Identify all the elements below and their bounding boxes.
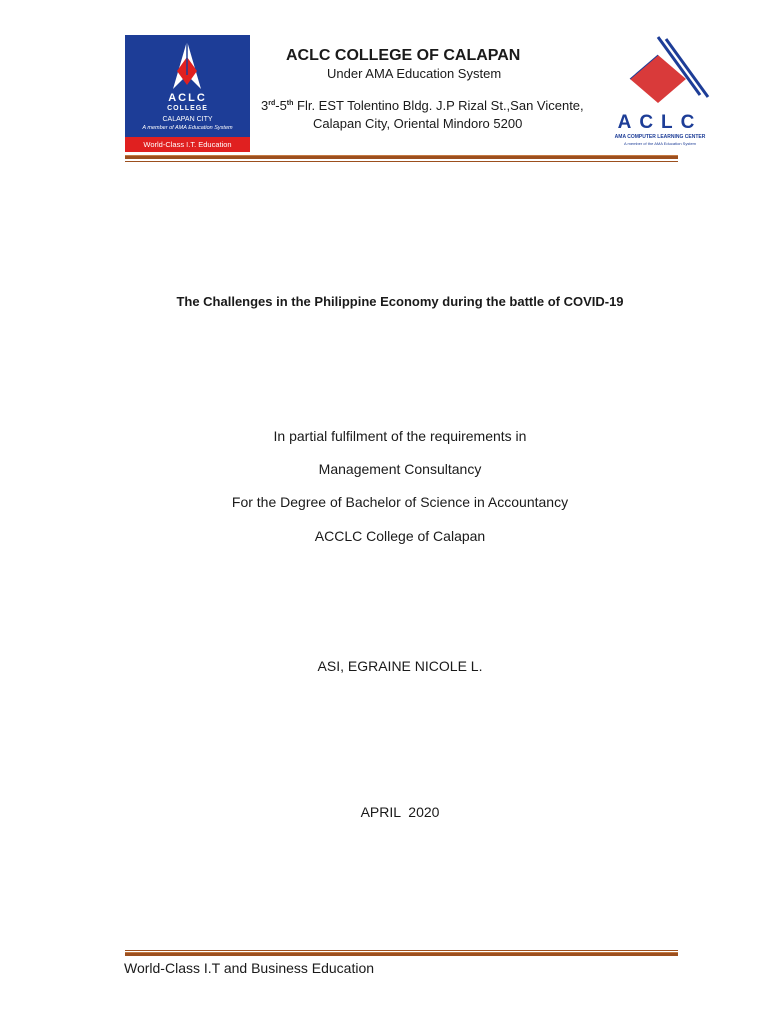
address-line-1: [261, 98, 584, 113]
address-floor-start: 3: [261, 98, 269, 113]
document-title: The Challenges in the Philippine Economy during the battle of COVID-19: [176, 294, 624, 309]
education-system-line: Under AMA Education System: [327, 66, 502, 81]
logo-tagline: World-Class I.T. Education: [125, 137, 250, 152]
logo-city: CALAPAN CITY: [162, 116, 213, 123]
ama-emblem-icon: [600, 33, 720, 113]
address-floor-end-suffix: th: [286, 100, 294, 107]
logo-right-name: ACLC: [617, 112, 703, 133]
logo-member: A member of AMA Education System: [142, 125, 233, 131]
logo-right-center: AMA COMPUTER LEARNING CENTER: [614, 134, 706, 140]
school-name: ACLC COLLEGE OF CALAPAN: [286, 47, 521, 64]
header-rule-thin: [125, 161, 678, 162]
logo-name: ACLC: [168, 92, 207, 104]
footer-rule-thin: [125, 950, 678, 951]
course-line: Management Consultancy: [318, 461, 482, 477]
institution-line: ACCLC College of Calapan: [314, 528, 486, 544]
address-line-1-rest: Flr. EST Tolentino Bldg. J.P Rizal St.,San Vicente,: [293, 98, 584, 113]
requirement-line: In partial fulfilment of the requirements in: [273, 428, 527, 444]
logo-right-member: A member of the AMA Education System: [623, 141, 697, 146]
address-floor-start-suffix: rd: [268, 100, 276, 107]
degree-line: For the Degree of Bachelor of Science in Accountancy: [231, 494, 569, 510]
address-line-2: Calapan City, Oriental Mindoro 5200: [313, 116, 523, 131]
logo-sub: COLLEGE: [167, 105, 208, 112]
header-rule: [125, 155, 678, 159]
aclc-college-logo: [125, 35, 250, 152]
ama-computer-learning-center-logo: [600, 33, 720, 151]
footer-rule: [125, 952, 678, 956]
author-name: ASI, EGRAINE NICOLE L.: [317, 658, 483, 674]
document-date: APRIL 2020: [360, 804, 440, 820]
footer-text: World-Class I.T and Business Education: [124, 960, 375, 976]
address-separator: -5: [275, 98, 287, 113]
aclc-emblem-icon: [125, 35, 250, 95]
